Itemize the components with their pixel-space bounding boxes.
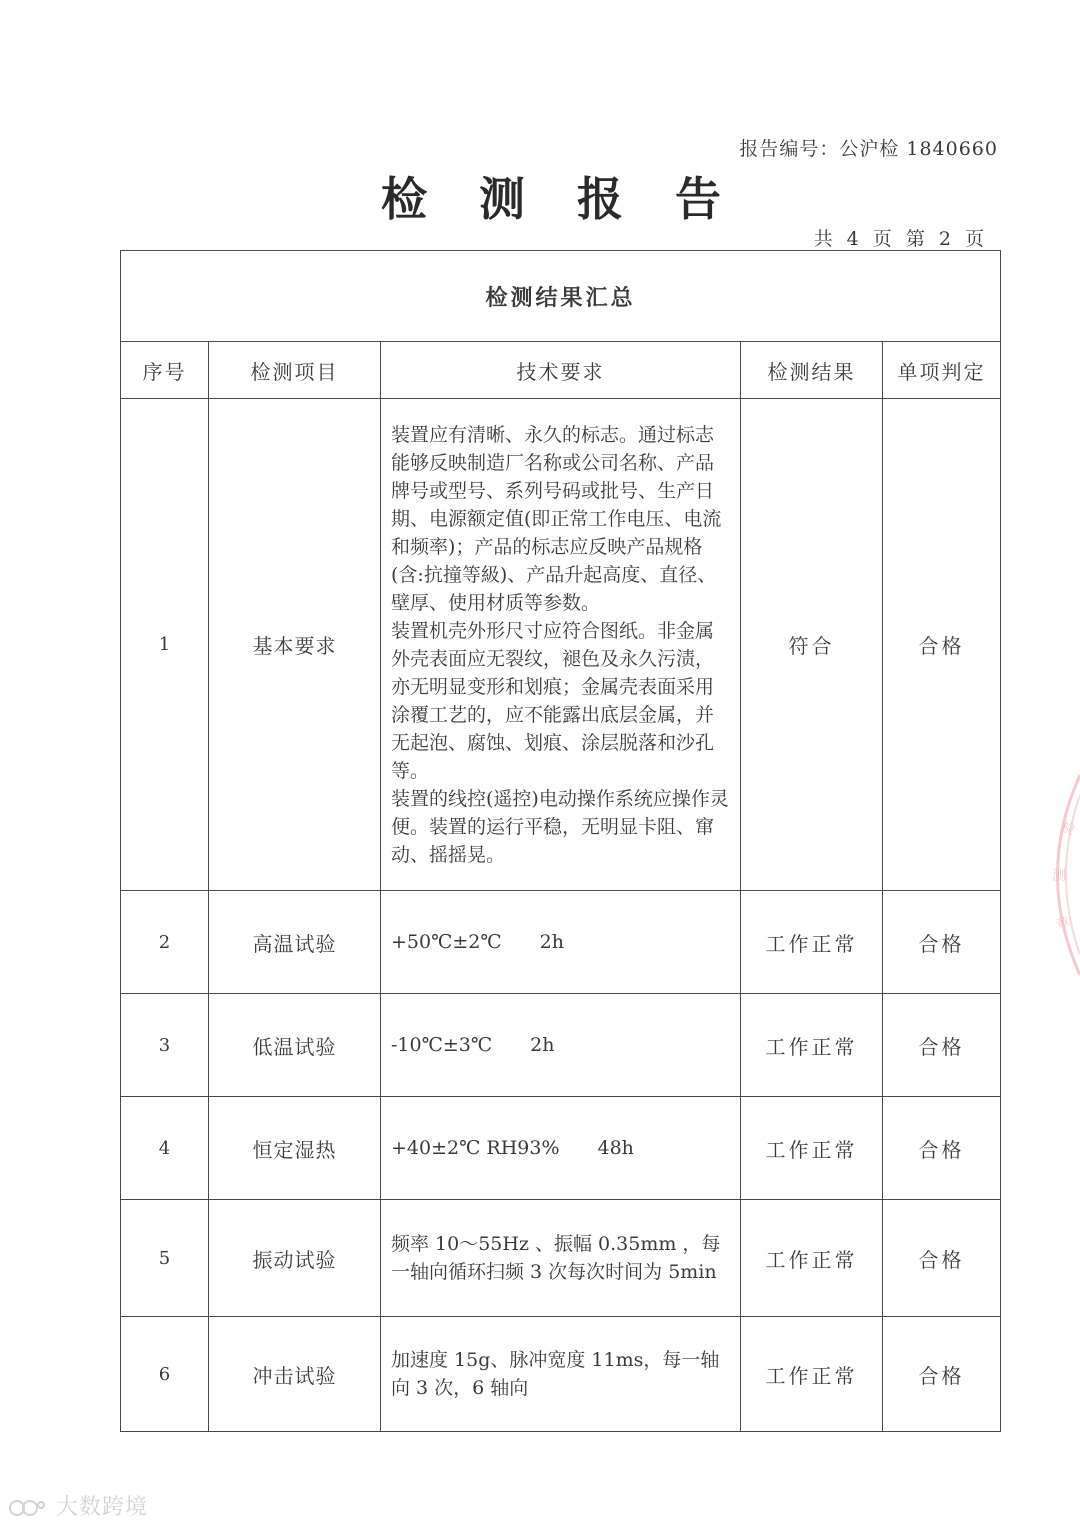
technical-requirement [381,1097,741,1200]
table-row [121,994,1001,1097]
test-result: 工作正常 [741,1097,883,1200]
requirement-paragraph: 频率 10～55Hz 、振幅 0.35mm ，每一轴向循环扫频 3 次每次时间为 5min [391,1233,721,1283]
column-header-judgement: 单项判定 [883,342,1001,399]
watermark-logo [8,1490,148,1521]
summary-title: 检测结果汇总 [121,251,1001,342]
technical-requirement [381,994,741,1097]
requirement-paragraph: 加速度 15g、脉冲宽度 11ms，每一轴向 3 次，6 轴向 [391,1349,720,1399]
test-result: 工作正常 [741,1200,883,1317]
seal-stamp-fragment [1030,770,1080,980]
test-item: 基本要求 [209,399,381,891]
judgement: 合格 [883,1097,1001,1200]
row-number: 2 [121,891,209,994]
test-item: 振动试验 [209,1200,381,1317]
requirement-paragraph: 装置的线控(遥控)电动操作系统应操作灵便。装置的运行平稳，无明显卡阻、窜动、摇摇晃。 [391,787,729,866]
summary-title-row [121,251,1001,342]
row-number: 1 [121,399,209,891]
test-item: 低温试验 [209,994,381,1097]
test-result: 符合 [741,399,883,891]
judgement: 合格 [883,891,1001,994]
judgement: 合格 [883,1317,1001,1432]
results-table [120,250,1001,1432]
technical-requirement [381,1317,741,1432]
requirement-paragraph: +50℃±2℃ 2h [391,931,564,953]
column-header-requirement: 技术要求 [381,342,741,399]
svg-text:章: 章 [1053,913,1073,934]
table-row [121,1200,1001,1317]
row-number: 5 [121,1200,209,1317]
requirement-paragraph: 装置机壳外形尺寸应符合图纸。非金属外壳表面应无裂纹，褪色及永久污渍，亦无明显变形和划痕；金属壳表面采用涂覆工艺的，应不能露出底层金属，并无起泡、腐蚀、划痕、涂层脱落和沙孔等。 [391,619,715,782]
row-number: 6 [121,1317,209,1432]
table-row [121,1317,1001,1432]
row-number: 4 [121,1097,209,1200]
test-result: 工作正常 [741,891,883,994]
test-result: 工作正常 [741,994,883,1097]
svg-text:测: 测 [1052,868,1066,884]
test-item: 高温试验 [209,891,381,994]
requirement-paragraph: 装置应有清晰、永久的标志。通过标志能够反映制造厂名称或公司名称、产品牌号或型号、系列号码或批号、生产日期、电源额定值(即正常工作电压、电流和频率)；产品的标志应反映产品规格(含:抗撞等級)、产品升起高度、直径、壁厚、使用材质等参数。 [391,423,722,614]
judgement: 合格 [883,994,1001,1097]
table-row [121,891,1001,994]
page-title: 检 测 报 告 [380,172,740,226]
column-header-item: 检测项目 [209,342,381,399]
requirement-paragraph: -10℃±3℃ 2h [391,1034,555,1056]
technical-requirement [381,1200,741,1317]
technical-requirement [381,891,741,994]
page-indicator: 共 4 页 第 2 页 [813,228,988,250]
watermark-logo-icon [8,1497,48,1519]
svg-text:检: 检 [1058,818,1078,839]
test-item: 恒定湿热 [209,1097,381,1200]
judgement: 合格 [883,1200,1001,1317]
technical-requirement [381,399,741,891]
header-row [121,342,1001,399]
table-row [121,399,1001,891]
judgement: 合格 [883,399,1001,891]
report-number: 报告编号：公沪检 1840660 [739,138,998,160]
column-header-result: 检测结果 [741,342,883,399]
test-result: 工作正常 [741,1317,883,1432]
row-number: 3 [121,994,209,1097]
column-header-no: 序号 [121,342,209,399]
table-row [121,1097,1001,1200]
test-item: 冲击试验 [209,1317,381,1432]
watermark-text: 大数跨境 [56,1495,149,1520]
requirement-paragraph: +40±2℃ RH93% 48h [391,1137,634,1159]
